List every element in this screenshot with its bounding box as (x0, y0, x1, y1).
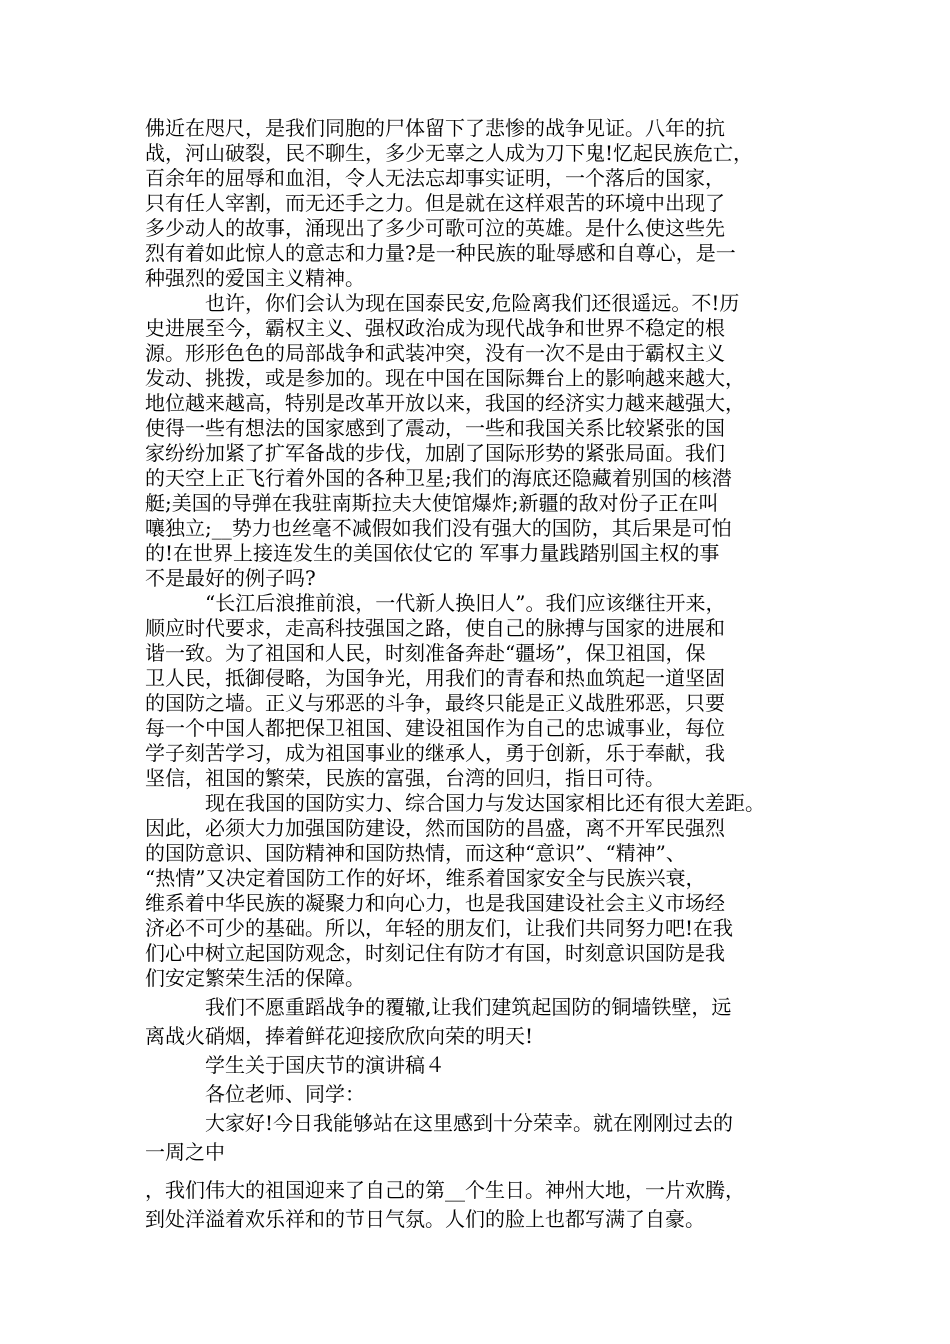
text-line: 百余年的屈辱和血泪，令人无法忘却事实证明，一个落后的国家， (145, 166, 725, 190)
text-line: 多少动人的故事，涌现出了多少可歌可泣的英雄。是什么使这些先 (145, 216, 725, 240)
text-line: 坚信，祖国的繁荣，民族的富强，台湾的回归，指日可待。 (145, 766, 665, 790)
text-line: 的国防之墙。正义与邪恶的斗争，最终只能是正义战胜邪恶，只要 (145, 691, 725, 715)
text-line: 们安定繁荣生活的保障。 (145, 966, 365, 990)
text-line: 我们不愿重蹈战争的覆辙,让我们建筑起国防的铜墙铁壁，远 (205, 995, 732, 1019)
text-line: 佛近在咫尺，是我们同胞的尸体留下了悲惨的战争见证。八年的抗 (145, 116, 725, 140)
text-line: “长江后浪推前浪，一代新人换旧人”。我们应该继往开来， (205, 591, 726, 615)
text-line: 大家好!今日我能够站在这里感到十分荣幸。就在刚刚过去的 (205, 1111, 734, 1135)
text-line: 的天空上正飞行着外国的各种卫星;我们的海底还隐藏着别国的核潜 (145, 466, 732, 490)
text-line: 卫人民，抵御侵略，为国争光，用我们的青春和热血筑起一道坚固 (145, 666, 725, 690)
text-line: 顺应时代要求，走高科技强国之路，使自己的脉搏与国家的进展和 (145, 616, 725, 640)
text-line: “热情”又决定着国防工作的好坏，维系着国家安全与民族兴衰， (145, 866, 706, 890)
text-line: ，我们伟大的祖国迎来了自己的第__个生日。神州大地，一片欢腾， (145, 1178, 745, 1202)
text-line: 离战火硝烟，捧着鲜花迎接欣欣向荣的明天! (145, 1024, 534, 1048)
text-line: 艇;美国的导弹在我驻南斯拉夫大使馆爆炸;新疆的敌对份子正在叫 (145, 491, 719, 515)
text-line: 谐一致。为了祖国和人民，时刻准备奔赴“疆场”，保卫祖国，保 (145, 641, 706, 665)
salutation: 各位老师、同学： (205, 1082, 365, 1106)
text-line: 发动、挑拨，或是参加的。现在中国在国际舞台上的影响越来越大， (145, 366, 745, 390)
text-line: 济必不可少的基础。所以，年轻的朋友们，让我们共同努力吧!在我 (145, 916, 734, 940)
text-line: 烈有着如此惊人的意志和力量?是一种民族的耻辱感和自尊心，是一 (145, 241, 736, 265)
text-line: 的!在世界上接连发生的美国依仗它的 军事力量践踏别国主权的事 (145, 541, 720, 565)
text-line: 学子刻苦学习，成为祖国事业的继承人，勇于创新，乐于奉献，我 (145, 741, 725, 765)
section-heading: 学生关于国庆节的演讲稿４ (205, 1053, 445, 1077)
text-line: 家纷纷加紧了扩军备战的步伐，加剧了国际形势的紧张局面。我们 (145, 441, 725, 465)
text-line: 到处洋溢着欢乐祥和的节日气氛。人们的脸上也都写满了自豪。 (145, 1207, 705, 1231)
text-line: 们心中树立起国防观念，时刻记住有防才有国，时刻意识国防是我 (145, 941, 725, 965)
text-line: 源。形形色色的局部战争和武装冲突，没有一次不是由于霸权主义 (145, 341, 725, 365)
text-line: 嚷独立;__势力也丝毫不减假如我们没有强大的国防，其后果是可怕 (145, 516, 732, 540)
text-line: 因此，必须大力加强国防建设，然而国防的昌盛，离不开军民强烈 (145, 816, 725, 840)
text-line: 只有任人宰割，而无还手之力。但是就在这样艰苦的环境中出现了 (145, 191, 725, 215)
text-line: 战，河山破裂，民不聊生，多少无辜之人成为刀下鬼!忆起民族危亡， (145, 141, 754, 165)
text-line: 史进展至今，霸权主义、强权政治成为现代战争和世界不稳定的根 (145, 316, 725, 340)
text-line: 一周之中 (145, 1140, 225, 1164)
text-line: 地位越来越高，特别是改革开放以来，我国的经济实力越来越强大， (145, 391, 745, 415)
text-line: 的国防意识、国防精神和国防热情，而这种“意识”、“精神”、 (145, 841, 686, 865)
text-line: 种强烈的爱国主义精神。 (145, 266, 365, 290)
text-line: 现在我国的国防实力、综合国力与发达国家相比还有很大差距。 (205, 791, 765, 815)
text-line: 每一个中国人都把保卫祖国、建设祖国作为自己的忠诚事业，每位 (145, 716, 725, 740)
text-line: 维系着中华民族的凝聚力和向心力，也是我国建设社会主义市场经 (145, 891, 725, 915)
text-line: 使得一些有想法的国家感到了震动，一些和我国关系比较紧张的国 (145, 416, 725, 440)
text-line: 也许，你们会认为现在国泰民安,危险离我们还很遥远。不!历 (205, 291, 740, 315)
text-line: 不是最好的例子吗? (145, 566, 316, 590)
